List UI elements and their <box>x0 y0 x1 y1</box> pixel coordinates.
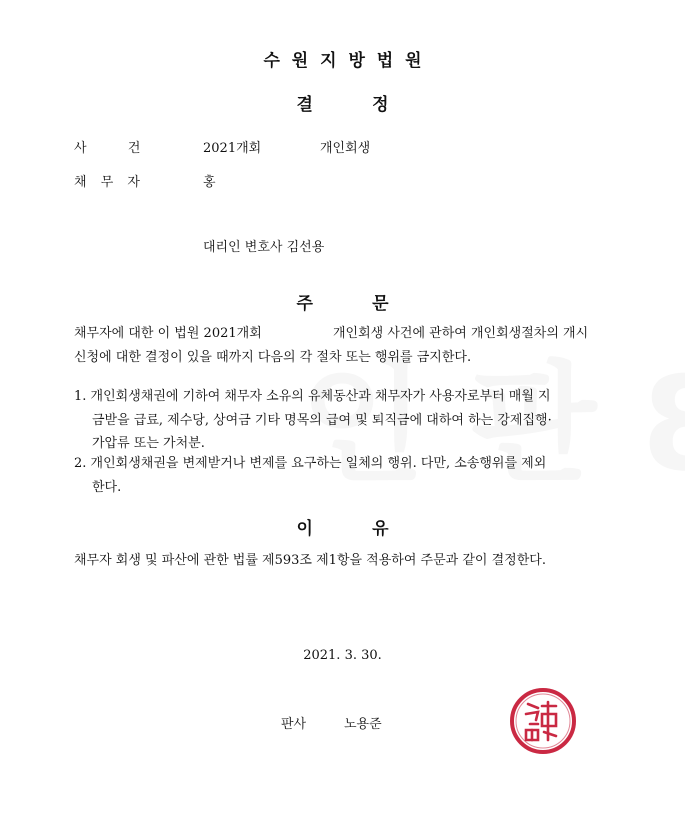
order-intro-line-2: 신청에 대한 결정이 있을 때까지 다음의 각 절차 또는 행위를 금지한다. <box>74 350 472 365</box>
debtor-label: 채 무 자 <box>74 175 140 190</box>
order-item-1-line-1: 1. 개인회생채권에 기하여 채무자 소유의 유체동산과 채무자가 사용자로부터 매월 지 <box>74 389 551 404</box>
order-item-2-line-2: 한다. <box>92 480 122 495</box>
order-item-2-line-1: 2. 개인회생채권을 변제받거나 변제를 요구하는 일체의 행위. 다만, 소송행위를 제외 <box>74 456 547 471</box>
court-seal-icon <box>508 686 578 756</box>
court-name: 수 원 지 방 법 원 <box>263 51 422 71</box>
order-heading: 주 문 <box>296 294 389 314</box>
reason-text: 채무자 회생 및 파산에 관한 법률 제593조 제1항을 적용하여 주문과 같이 결정한다. <box>74 553 546 568</box>
order-intro-line-1b: 개인회생 사건에 관하여 개인회생절차의 개시 <box>333 326 589 341</box>
case-number: 2021개회 <box>203 141 262 156</box>
reason-heading: 이 유 <box>296 519 389 539</box>
case-type: 개인회생 <box>320 141 371 156</box>
decision-date: 2021. 3. 30. <box>303 648 382 663</box>
agent-attorney: 대리인 변호사 김선용 <box>203 240 325 255</box>
order-item-1-line-3: 가압류 또는 가처분. <box>92 436 205 451</box>
judge-name: 노용준 <box>344 717 382 732</box>
order-item-1-line-2: 금받을 급료, 제수당, 상여금 기타 명목의 급여 및 퇴직금에 대하여 하는 강제집행· <box>92 413 552 428</box>
judge-title: 판사 <box>281 717 307 732</box>
case-label: 사 건 <box>74 141 141 156</box>
order-intro-line-1a: 채무자에 대한 이 법원 2021개회 <box>74 326 262 341</box>
document-type-title: 결 정 <box>296 95 389 115</box>
debtor-name: 홍 <box>203 175 216 190</box>
